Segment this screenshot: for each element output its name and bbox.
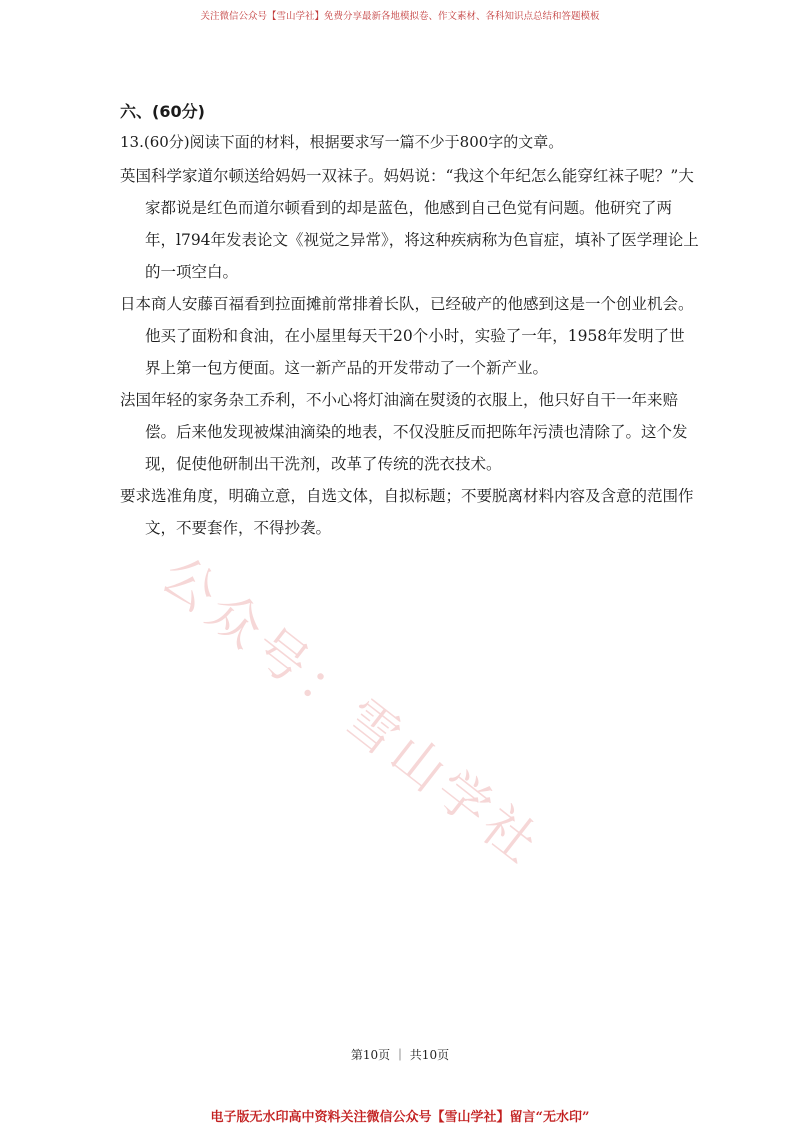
material-paragraph-ando: 日本商人安藤百福看到拉面摊前常排着长队，已经破产的他感到这是一个创业机会。他买了面粉和食油，在小屋里每天干20个小时，实验了一年，1958年发明了世界上第一包方便面。这一新产品的开发带动了一个新产业。 — [120, 295, 694, 377]
material-paragraph-joly: 法国年轻的家务杂工乔利，不小心将灯油滴在熨烫的衣服上，他只好自干一年来赔偿。后来他发现被煤油滴染的地表，不仅没脏反而把陈年污渍也清除了。这个发现，促使他研制出干洗剂，改革了传统的洗衣技术。 — [120, 391, 688, 473]
material-paragraph-dalton: 英国科学家道尔顿送给妈妈一双袜子。妈妈说：“我这个年纪怎么能穿红袜子呢？”大家都说是红色而道尔顿看到的却是蓝色，他感到自己色觉有问题。他研究了两年，l794年发表论文《视觉之异常》，将这种疾病称为色盲症，填补了医学理论上的一项空白。 — [120, 167, 699, 281]
writing-requirements: 要求选准角度，明确立意，自选文体，自拟标题；不要脱离材料内容及含意的范围作文，不要套作，不得抄袭。 — [120, 487, 694, 537]
section-heading: 六、(60分) — [120, 102, 205, 121]
question-prompt: 13.(60分)阅读下面的材料，根据要求写一篇不少于800字的文章。 — [120, 133, 564, 151]
bottom-promo-banner: 电子版无水印高中资料关注微信公众号【雪山学社】留言“无水印” — [210, 1110, 590, 1125]
watermark-text: 公众号：雪山学社 — [150, 545, 553, 879]
top-promo-banner: 关注微信公众号【雪山学社】免费分享最新各地模拟卷、作文素材、各科知识点总结和答题模板 — [200, 11, 600, 22]
page-number: 第10页 ｜ 共10页 — [350, 1048, 450, 1062]
question-content — [120, 100, 700, 544]
